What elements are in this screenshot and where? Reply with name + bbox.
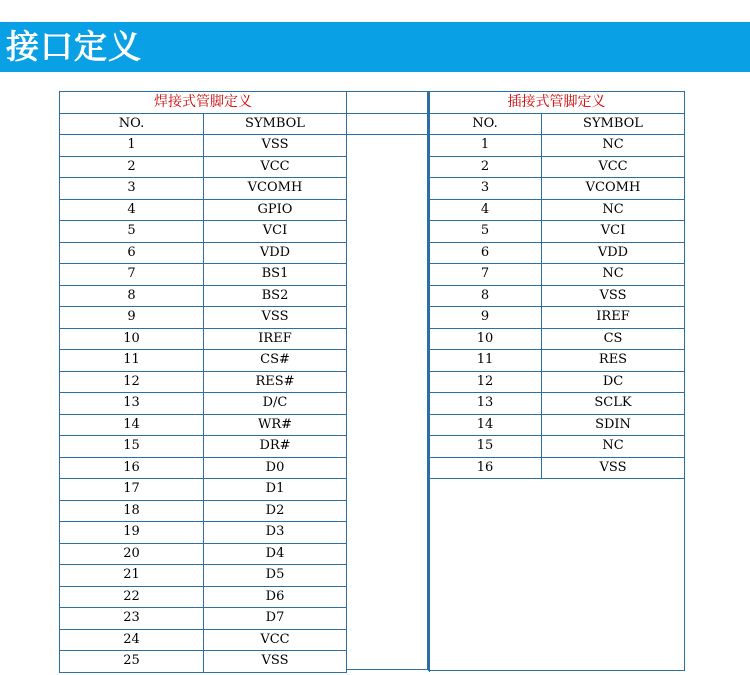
pin-symbol: IREF [204,328,347,350]
table-row [60,543,430,565]
table-title-row [60,92,430,114]
pin-number: 13 [60,393,204,415]
table-row [60,414,430,436]
blank-cell [347,393,430,415]
table-row [429,156,685,178]
pin-symbol: D4 [204,543,347,565]
table-title: 焊接式管脚定义 [60,92,347,114]
header-symbol: SYMBOL [204,113,347,135]
pin-symbol: VDD [542,242,685,264]
pin-symbol: VCOMH [204,178,347,200]
pin-symbol: IREF [542,307,685,329]
header-no: NO. [429,113,542,135]
table-row [60,156,430,178]
pin-number: 15 [429,436,542,458]
blank-cell [347,457,430,479]
pin-number: 18 [60,500,204,522]
plugin-table-empty-area [428,478,685,671]
pin-symbol: DR# [204,436,347,458]
pin-number: 11 [429,350,542,372]
pin-number: 10 [60,328,204,350]
table-row [60,221,430,243]
pin-number: 4 [429,199,542,221]
table-row [60,264,430,286]
table-row [429,393,685,415]
table-row [60,393,430,415]
pin-symbol: CS# [204,350,347,372]
pin-number: 19 [60,522,204,544]
pin-number: 2 [429,156,542,178]
table-row [60,242,430,264]
pin-number: 3 [60,178,204,200]
pin-symbol: VSS [204,651,347,673]
pin-number: 8 [429,285,542,307]
solder-pin-table [59,91,430,673]
pin-number: 13 [429,393,542,415]
table-row [60,285,430,307]
table-row [429,221,685,243]
table-row [429,199,685,221]
blank-cell [347,264,430,286]
pin-number: 9 [429,307,542,329]
blank-cell [347,113,430,135]
pin-number: 17 [60,479,204,501]
pin-number: 2 [60,156,204,178]
pin-symbol: D7 [204,608,347,630]
pin-number: 24 [60,629,204,651]
pin-number: 14 [429,414,542,436]
table-row [60,629,430,651]
pin-symbol: NC [542,264,685,286]
table-row [429,350,685,372]
pin-number: 10 [429,328,542,350]
table-row [60,328,430,350]
blank-cell [347,651,430,673]
pin-number: 3 [429,178,542,200]
pin-symbol: D/C [204,393,347,415]
table-row [429,371,685,393]
blank-cell [347,543,430,565]
pin-symbol: VCC [204,156,347,178]
table-row [60,522,430,544]
pin-symbol: WR# [204,414,347,436]
section-banner [0,22,750,72]
table-row [60,178,430,200]
table-row [60,651,430,673]
blank-cell [347,92,430,114]
blank-cell [347,479,430,501]
blank-cell [347,178,430,200]
table-row [60,565,430,587]
section-title: 接口定义 [6,27,142,66]
pin-number: 7 [429,264,542,286]
pin-number: 21 [60,565,204,587]
pin-number: 16 [60,457,204,479]
table-row [429,135,685,157]
table-row [60,199,430,221]
pin-symbol: VCOMH [542,178,685,200]
header-symbol: SYMBOL [542,113,685,135]
pin-symbol: SCLK [542,393,685,415]
pin-symbol: VSS [204,135,347,157]
table-row [429,285,685,307]
blank-cell [347,285,430,307]
blank-cell [347,135,430,157]
pin-symbol: GPIO [204,199,347,221]
table-header-row [429,113,685,135]
pin-number: 1 [60,135,204,157]
blank-cell [347,221,430,243]
blank-cell [347,586,430,608]
table-row [60,586,430,608]
table-row [429,414,685,436]
pin-symbol: DC [542,371,685,393]
table-row [429,328,685,350]
pin-symbol: D0 [204,457,347,479]
pin-symbol: BS1 [204,264,347,286]
pin-number: 5 [429,221,542,243]
blank-cell [347,307,430,329]
pin-symbol: D5 [204,565,347,587]
pin-symbol: VCI [542,221,685,243]
pin-symbol: VSS [542,457,685,479]
pin-symbol: VCI [204,221,347,243]
pin-number: 4 [60,199,204,221]
pin-number: 9 [60,307,204,329]
table-row [60,479,430,501]
pin-symbol: D3 [204,522,347,544]
pin-symbol: RES [542,350,685,372]
blank-cell [347,199,430,221]
blank-cell [347,608,430,630]
blank-cell [347,565,430,587]
pin-symbol: VCC [542,156,685,178]
pin-symbol: D6 [204,586,347,608]
pin-symbol: D2 [204,500,347,522]
table-row [429,307,685,329]
header-no: NO. [60,113,204,135]
pin-symbol: VDD [204,242,347,264]
table-header-row [60,113,430,135]
blank-cell [347,242,430,264]
blank-cell [347,436,430,458]
table-row [429,178,685,200]
pin-symbol: RES# [204,371,347,393]
blank-cell [347,414,430,436]
table-row [60,457,430,479]
pin-number: 6 [60,242,204,264]
table-row [429,457,685,479]
pin-number: 7 [60,264,204,286]
pin-number: 12 [60,371,204,393]
pin-number: 23 [60,608,204,630]
pin-symbol: NC [542,199,685,221]
table-row [60,135,430,157]
pin-number: 20 [60,543,204,565]
table-row [429,436,685,458]
plugin-pin-table [428,91,685,479]
blank-cell [347,522,430,544]
pin-symbol: VSS [204,307,347,329]
table-title-row [429,92,685,114]
pin-number: 12 [429,371,542,393]
blank-cell [347,156,430,178]
pin-number: 22 [60,586,204,608]
table-row [60,436,430,458]
blank-cell [347,328,430,350]
pin-symbol: NC [542,436,685,458]
table-row [429,264,685,286]
blank-cell [347,500,430,522]
pin-number: 15 [60,436,204,458]
table-title: 插接式管脚定义 [429,92,685,114]
pin-number: 1 [429,135,542,157]
pin-number: 6 [429,242,542,264]
table-row [60,307,430,329]
pin-number: 25 [60,651,204,673]
pin-symbol: D1 [204,479,347,501]
blank-cell [347,629,430,651]
pin-symbol: CS [542,328,685,350]
pin-number: 8 [60,285,204,307]
pin-symbol: VCC [204,629,347,651]
pin-symbol: NC [542,135,685,157]
table-row [60,350,430,372]
pin-number: 11 [60,350,204,372]
pin-symbol: SDIN [542,414,685,436]
table-row [60,500,430,522]
table-row [60,371,430,393]
pin-number: 14 [60,414,204,436]
table-row [60,608,430,630]
table-row [429,242,685,264]
pin-number: 16 [429,457,542,479]
blank-cell [347,371,430,393]
pin-symbol: VSS [542,285,685,307]
pin-number: 5 [60,221,204,243]
pin-symbol: BS2 [204,285,347,307]
blank-cell [347,350,430,372]
